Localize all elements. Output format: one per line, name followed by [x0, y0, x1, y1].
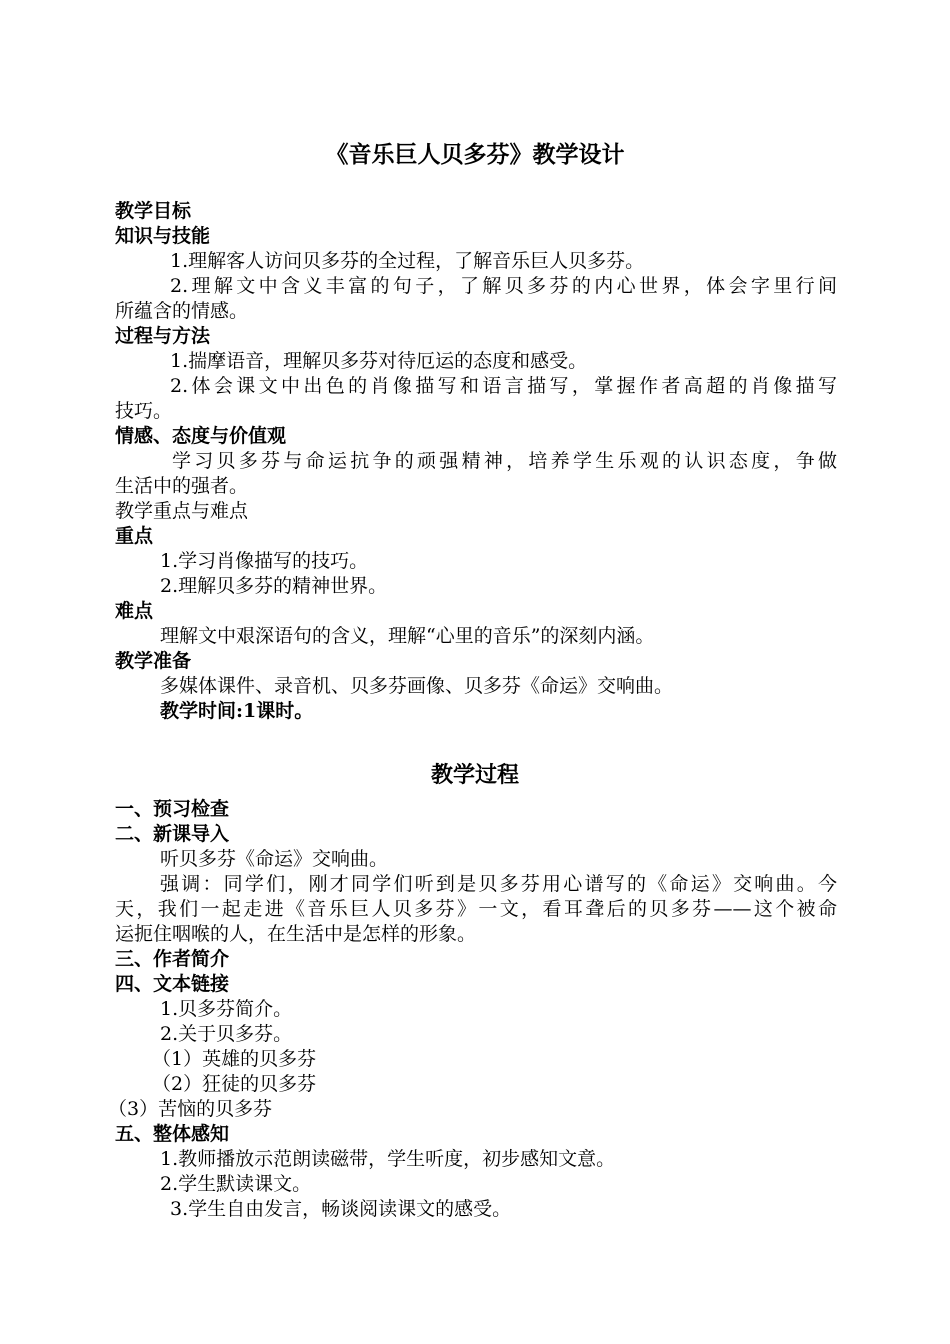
teaching-time: 教学时间:1课时。: [160, 700, 314, 722]
focus-heading: 重点: [115, 525, 154, 547]
difficulty-text: 理解文中艰深语句的含义，理解“心里的音乐”的深刻内涵。: [160, 625, 655, 647]
section-2-para-1: 听贝多芬《命运》交响曲。: [160, 848, 389, 870]
section-5-item-3: 3.学生自由发言，畅谈阅读课文的感受。: [170, 1198, 512, 1220]
key-points-heading: 教学重点与难点: [115, 500, 249, 522]
objectives-heading: 教学目标: [115, 200, 192, 222]
section-3-heading: 三、作者简介: [115, 948, 230, 970]
section-4-item-2b: （2）狂徒的贝多芬: [152, 1073, 317, 1095]
knowledge-item-2-line-2: 所蕴含的情感。: [115, 300, 249, 322]
emotion-heading: 情感、态度与价值观: [115, 425, 287, 447]
process-item-1: 1.揣摩语音，理解贝多芬对待厄运的态度和感受。: [170, 350, 588, 372]
section-2-para-2-line-3: 运扼住咽喉的人，在生活中是怎样的形象。: [115, 923, 477, 945]
section-5-item-2: 2.学生默读课文。: [160, 1173, 312, 1195]
preparation-heading: 教学准备: [115, 650, 192, 672]
difficulty-heading: 难点: [115, 600, 154, 622]
process-item-2-line-2: 技巧。: [115, 400, 173, 422]
process-item-2-line-1: 2.体会课文中出色的肖像描写和语言描写，掌握作者高超的肖像描写: [170, 375, 837, 397]
focus-item-1: 1.学习肖像描写的技巧。: [160, 550, 369, 572]
section-1-heading: 一、预习检查: [115, 798, 230, 820]
section-4-item-2a: （1）英雄的贝多芬: [152, 1048, 317, 1070]
emotion-line-1: 学习贝多芬与命运抗争的顽强精神，培养学生乐观的认识态度，争做: [172, 450, 837, 472]
section-2-para-2-line-2: 天，我们一起走进《音乐巨人贝多芬》一文，看耳聋后的贝多芬——这个被命: [115, 898, 837, 920]
document-title: 《音乐巨人贝多芬》教学设计: [325, 141, 625, 168]
focus-item-2: 2.理解贝多芬的精神世界。: [160, 575, 388, 597]
section-4-item-2: 2.关于贝多芬。: [160, 1023, 293, 1045]
knowledge-item-2-line-1: 2.理解文中含义丰富的句子，了解贝多芬的内心世界，体会字里行间: [170, 275, 837, 297]
section-2-heading: 二、新课导入: [115, 823, 230, 845]
procedure-heading: 教学过程: [430, 762, 519, 788]
section-5-item-1: 1.教师播放示范朗读磁带，学生听度，初步感知文意。: [160, 1148, 616, 1170]
knowledge-item-1: 1.理解客人访问贝多芬的全过程，了解音乐巨人贝多芬。: [170, 250, 645, 272]
process-heading: 过程与方法: [115, 325, 211, 347]
section-2-para-2-line-1: 强调：同学们，刚才同学们听到是贝多芬用心谱写的《命运》交响曲。今: [160, 873, 837, 895]
section-5-heading: 五、整体感知: [115, 1123, 230, 1145]
section-4-item-2c: （3）苦恼的贝多芬: [108, 1098, 273, 1120]
emotion-line-2: 生活中的强者。: [115, 475, 249, 497]
section-4-heading: 四、文本链接: [115, 973, 230, 995]
section-4-item-1: 1.贝多芬简介。: [160, 998, 293, 1020]
preparation-text: 多媒体课件、录音机、贝多芬画像、贝多芬《命运》交响曲。: [160, 675, 674, 697]
knowledge-heading: 知识与技能: [115, 225, 211, 247]
